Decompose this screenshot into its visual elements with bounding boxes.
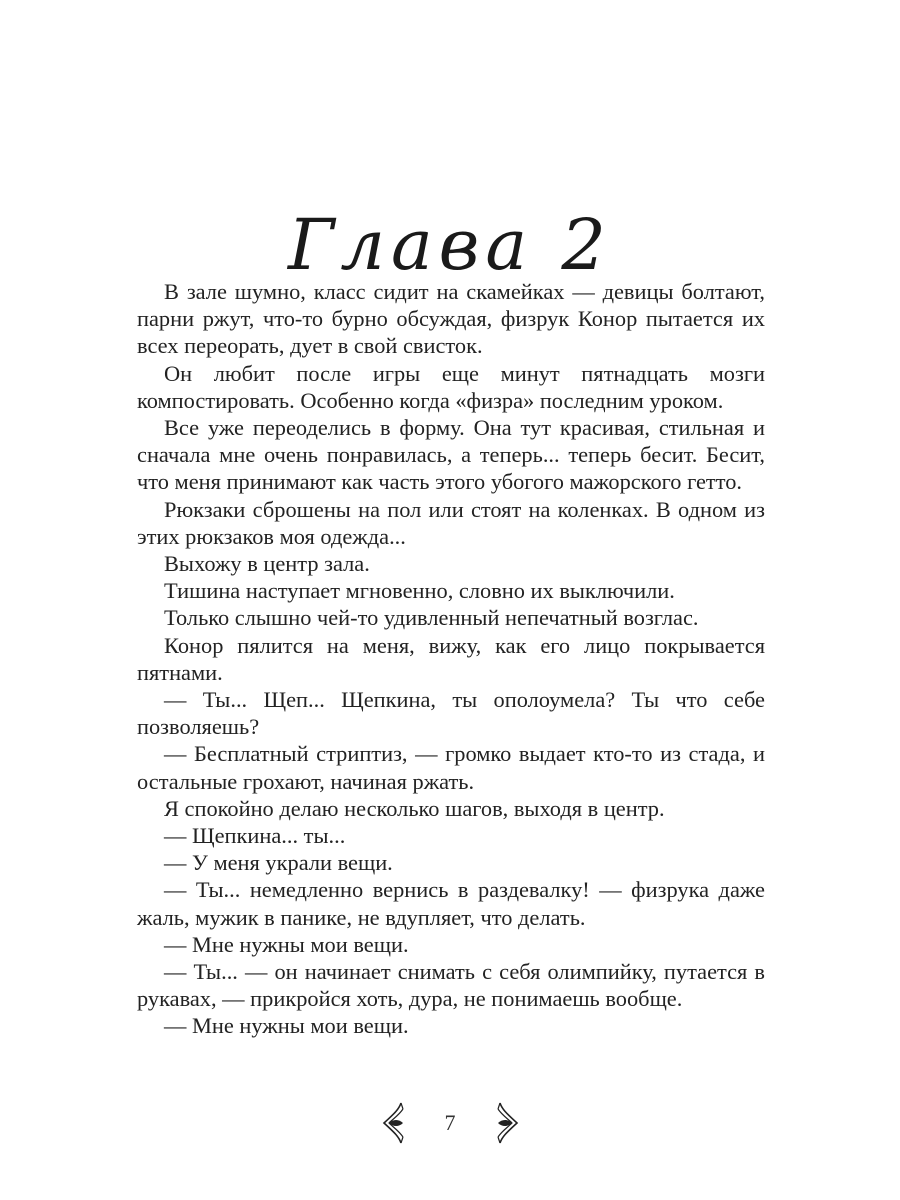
dialogue-line: — Ты... немедленно вернись в раздевалку! — физрука даже жаль, мужик в панике, не вдупляет, что делать. [137, 877, 765, 930]
paragraph: Тишина наступает мгновенно, словно их выключили. [164, 578, 675, 604]
dialogue-line: — Щепкина... ты... [164, 823, 346, 849]
paragraph: Он любит после игры еще минут пятнадцать мозги компостировать. Особенно когда «физра» последним уроком. [137, 360, 765, 413]
paragraph: Я спокойно делаю несколько шагов, выходя в центр. [164, 795, 665, 821]
paragraph: Только слышно чей-то удивленный непечатный возглас. [164, 605, 699, 631]
dialogue-line: — Ты... — он начинает снимать с себя олимпийку, путается в рукавах, — прикройся хоть, дура, не понимаешь вообще. [137, 959, 765, 1012]
chapter-body [137, 278, 765, 1040]
ornament-left-icon [381, 1101, 407, 1145]
ornament-right-icon [494, 1101, 520, 1145]
dialogue-line: — Бесплатный стриптиз, — громко выдает кто-то из стада, и остальные грохают, начиная ржать. [137, 741, 765, 794]
dialogue-line: — У меня украли вещи. [164, 850, 393, 876]
paragraph: Выхожу в центр зала. [164, 551, 370, 577]
dialogue-line: — Мне нужны мои вещи. [164, 1013, 409, 1039]
dialogue-line: — Мне нужны мои вещи. [164, 931, 409, 957]
paragraph: Конор пялится на меня, вижу, как его лицо покрывается пятнами. [137, 632, 765, 685]
paragraph: В зале шумно, класс сидит на скамейках — девицы болтают, парни ржут, что-то бурно обсуждая, физрук Конор пытается их всех переорать, дует в свой свисток. [137, 279, 765, 359]
page-number: 7 [444, 1110, 456, 1135]
page-footer [0, 1098, 900, 1148]
paragraph: Все уже переоделись в форму. Она тут красивая, стильная и сначала мне очень понравилась, а теперь... теперь бесит. Бесит, что меня принимают как часть этого убогого мажорского гетто. [137, 415, 765, 495]
chapter-title: Глава 2 [288, 203, 612, 286]
dialogue-line: — Ты... Щеп... Щепкина, ты ополоумела? Ты что себе позволяешь? [137, 687, 765, 740]
paragraph: Рюкзаки сброшены на пол или стоят на коленках. В одном из этих рюкзаков моя одежда... [137, 496, 765, 549]
